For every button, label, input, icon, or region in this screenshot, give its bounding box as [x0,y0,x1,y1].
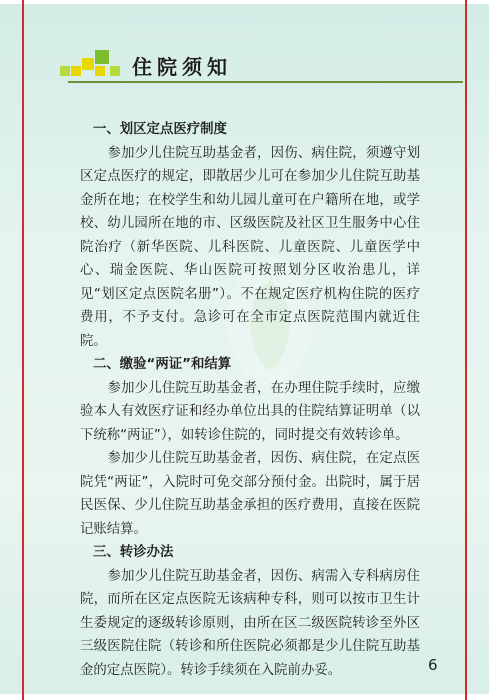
section-3-paragraph-1: 参加少儿住院互助基金者，因伤、病需入专科病房住院，而所在区定点医院无该病种专科，则可以按市卫生计生委规定的逐级转诊原则，由所在区二级医院转诊至外区三级医院住院（转诊和所住医院必须都是少儿住院互助基金的定点医院）。转诊手续须在入院前办妥。 [80,568,420,678]
section-header [60,47,232,83]
section-2-paragraph-2: 参加少儿住院互助基金者，因伤、病住院，在定点医院凭“两证”，入院时可免交部分预付金。出院时，属于居民医保、少儿住院互助基金承担的医疗费用，直接在医院记账结算。 [80,451,420,537]
page-number: 6 [428,656,438,674]
document-body [80,118,420,682]
top-border [0,0,489,4]
decorative-squares-icon [60,50,128,80]
section-heading-2: 二、缴验“两证”和结算 [93,357,232,372]
section-2-paragraph-1: 参加少儿住院互助基金者，在办理住院手续时，应缴验本人有效医疗证和经办单位出具的住院结算证明单（以下统称“两证”），如转诊住院的，同时提交有效转诊单。 [80,380,420,443]
page-title: 住院须知 [132,54,232,79]
bottom-border [0,694,489,700]
header-underline [68,81,463,83]
section-heading-3: 三、转诊办法 [93,545,174,560]
section-heading-1: 一、划区定点医疗制度 [93,122,227,137]
right-red-rule [465,0,467,700]
section-1-paragraph-1: 参加少儿住院互助基金者，因伤、病住院，须遵守划区定点医疗的规定，即散居少儿可在参加少儿住院互助基金所在地；在校学生和幼儿园儿童可在户籍所在地，或学校、幼儿园所在地的市、区级医院及社区卫生服务中心住院治疗（新华医院、儿科医院、儿童医院、儿童医学中心、瑞金医院、华山医院可按照划分区收治患儿，详见“划区定点医院名册”）。不在规定医疗机构住院的医疗费用，不予支付。急诊可在全市定点医院范围内就近住院。 [80,145,420,349]
left-red-rule [22,0,24,700]
